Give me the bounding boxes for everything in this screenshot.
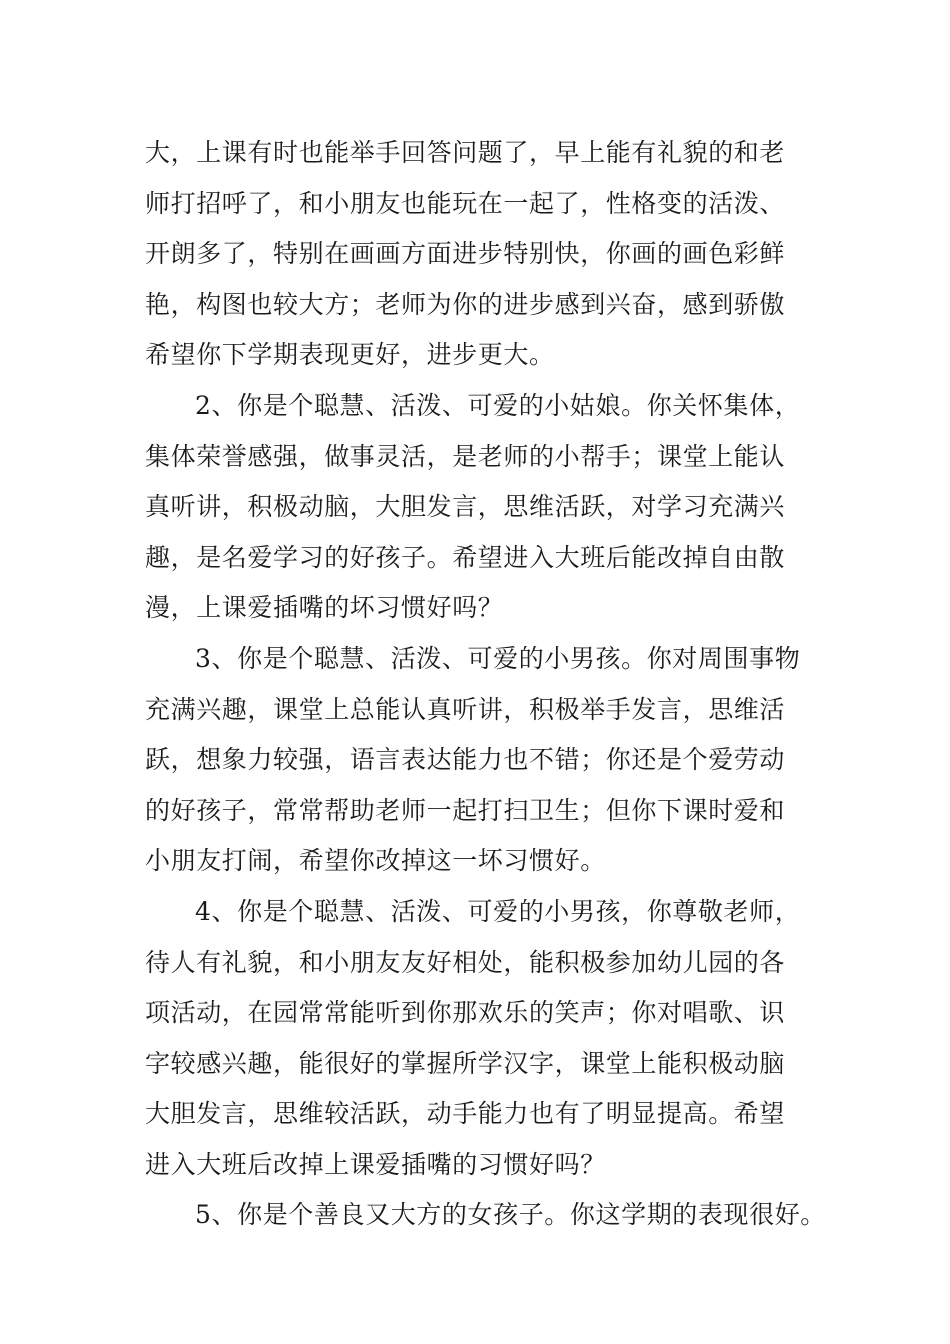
text-line: 待人有礼貌，和小朋友友好相处，能积极参加幼儿园的各 xyxy=(145,947,786,977)
text-line: 跃，想象力较强，语言表达能力也不错；你还是个爱劳动 xyxy=(145,745,786,775)
text-line: 开朗多了，特别在画画方面进步特别快，你画的画色彩鲜 xyxy=(145,239,786,269)
paragraph-first-line: 2、你是个聪慧、活泼、可爱的小姑娘。你关怀集体， xyxy=(195,390,801,420)
text-line: 充满兴趣，课堂上总能认真听讲，积极举手发言，思维活 xyxy=(145,694,786,724)
paragraph-first-line: 3、你是个聪慧、活泼、可爱的小男孩。你对周围事物 xyxy=(195,643,801,673)
paragraph-first-line: 5、你是个善良又大方的女孩子。你这学期的表现很好。 xyxy=(195,1200,826,1230)
text-line: 进入大班后改掉上课爱插嘴的习惯好吗？ xyxy=(145,1149,606,1179)
text-line: 艳，构图也较大方；老师为你的进步感到兴奋，感到骄傲 xyxy=(145,289,786,319)
text-line: 大胆发言，思维较活跃，动手能力也有了明显提高。希望 xyxy=(145,1099,786,1129)
text-line: 师打招呼了，和小朋友也能玩在一起了，性格变的活泼、 xyxy=(145,188,786,218)
text-line: 大，上课有时也能举手回答问题了，早上能有礼貌的和老 xyxy=(145,138,786,167)
paragraph-first-line: 4、你是个聪慧、活泼、可爱的小男孩，你尊敬老师， xyxy=(195,896,801,926)
text-line: 字较感兴趣，能很好的掌握所学汉字，课堂上能积极动脑 xyxy=(145,1048,786,1078)
text-line: 集体荣誉感强，做事灵活，是老师的小帮手；课堂上能认 xyxy=(145,441,786,471)
text-line: 的好孩子，常常帮助老师一起打扫卫生；但你下课时爱和 xyxy=(145,795,786,825)
text-line: 小朋友打闹，希望你改掉这一坏习惯好。 xyxy=(145,846,606,876)
text-line: 项活动，在园常常能听到你那欢乐的笑声；你对唱歌、识 xyxy=(145,998,786,1028)
text-line: 漫，上课爱插嘴的坏习惯好吗？ xyxy=(145,593,504,623)
text-line: 希望你下学期表现更好，进步更大。 xyxy=(145,340,555,370)
text-line: 真听讲，积极动脑，大胆发言，思维活跃，对学习充满兴 xyxy=(145,492,786,522)
text-line: 趣，是名爱学习的好孩子。希望进入大班后能改掉自由散 xyxy=(145,542,786,572)
document-body xyxy=(145,128,845,1241)
